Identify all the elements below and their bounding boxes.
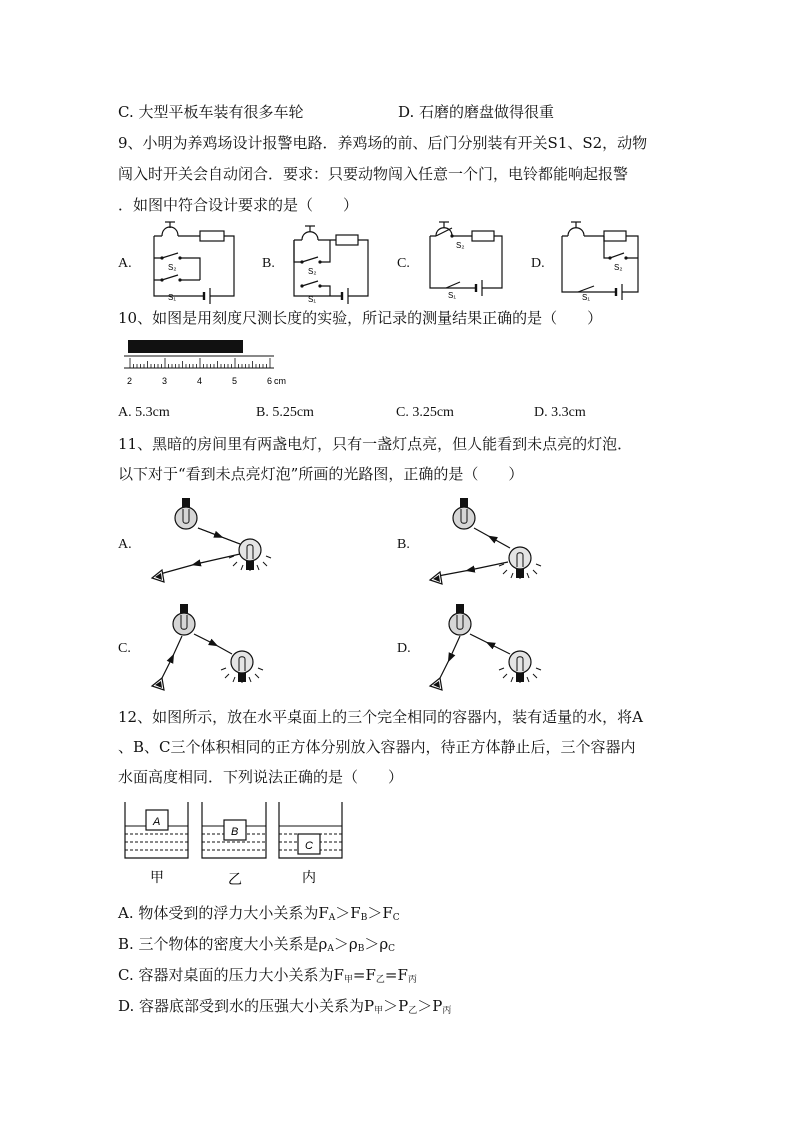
- eye-icon: [430, 572, 442, 584]
- q12-option-c: C. 容器对桌面的压力大小关系为$F_甲=F_乙=F_丙$: [118, 966, 417, 985]
- q12-stem-line3: 水面高度相同．下列说法正确的是（ ）: [118, 768, 404, 786]
- eye-icon: [152, 678, 164, 690]
- q9-option-d-label: D.: [531, 256, 545, 271]
- q10-tick-2: 2: [127, 376, 133, 386]
- q9-d-s2-label: S₂: [614, 263, 623, 272]
- q9-circuit-d-diagram: [560, 222, 642, 302]
- q10-tick-6: 6: [267, 376, 273, 386]
- unlit-bulb-icon: [449, 604, 471, 635]
- q9-circuit-a-diagram: [148, 222, 240, 302]
- q9-option-b-label: B.: [262, 256, 275, 271]
- q12-option-d: D. 容器底部受到水的压强大小关系为$P_甲>P_乙>P_丙$: [118, 997, 452, 1016]
- q8-option-d: D. 石磨的磨盘做得很重: [398, 103, 555, 121]
- q9-stem-line2: 闯入时开关会自动闭合．要求：只要动物闯入任意一个门，电铃都能响起报警: [118, 165, 629, 183]
- q11-option-a-diagram: [146, 496, 276, 586]
- q10-stem: 10、如图是用刻度尺测长度的实验，所记录的测量结果正确的是（ ）: [118, 309, 603, 327]
- container-yi-label: 乙: [228, 871, 242, 887]
- unlit-bulb-icon: [453, 498, 475, 529]
- q9-c-s2-label: S₂: [456, 241, 465, 250]
- q10-option-b: B. 5.25cm: [256, 405, 314, 420]
- q10-ruler-diagram: [124, 340, 294, 386]
- q9-d-s1-label: S₁: [582, 293, 591, 302]
- q9-circuit-c-diagram: [428, 222, 506, 300]
- q8-option-c: C. 大型平板车装有很多车轮: [118, 103, 304, 121]
- q10-measured-object: [128, 340, 243, 353]
- q11-option-c-diagram: [146, 602, 276, 692]
- cube-a-label: A: [153, 816, 161, 828]
- q12-option-b: B. 三个物体的密度大小关系是$\rho_A>\rho_B>\rho_C$: [118, 935, 396, 954]
- eye-icon: [152, 570, 164, 582]
- q11-option-c-label: C.: [118, 641, 131, 656]
- q9-option-c-label: C.: [397, 256, 410, 271]
- q12-stem-line2: 、B、C三个体积相同的正方体分别放入容器内，待正方体静止后，三个容器内: [118, 738, 636, 756]
- q10-tick-4: 4: [197, 376, 203, 386]
- q11-option-d-label: D.: [397, 641, 411, 656]
- q9-c-s1-label: S₁: [448, 291, 457, 300]
- q9-stem-line1: 9、小明为养鸡场设计报警电路．养鸡场的前、后门分别装有开关S1、S2，动物: [118, 134, 648, 152]
- q11-stem-line2: 以下对于“看到未点亮灯泡”所画的光路图，正确的是（ ）: [118, 465, 524, 483]
- q11-option-b-label: B.: [397, 537, 410, 552]
- q11-option-b-diagram: [424, 496, 554, 586]
- lit-bulb-icon: [221, 651, 263, 683]
- q10-tick-3: 3: [162, 376, 168, 386]
- q9-circuit-b-diagram: [290, 226, 372, 302]
- q12-containers-diagram: [122, 802, 348, 887]
- lit-bulb-icon: [499, 651, 541, 683]
- q10-option-d: D. 3.3cm: [534, 405, 586, 420]
- cube-c-label: C: [305, 840, 313, 852]
- q10-option-a: A. 5.3cm: [118, 405, 170, 420]
- q10-option-c: C. 3.25cm: [396, 405, 454, 420]
- eye-icon: [430, 678, 442, 690]
- q10-tick-5: 5: [232, 376, 238, 386]
- q11-option-d-diagram: [424, 602, 554, 692]
- q11-stem-line1: 11、黑暗的房间里有两盏电灯，只有一盏灯点亮，但人能看到未点亮的灯泡．: [118, 435, 633, 453]
- unlit-bulb-icon: [173, 604, 195, 635]
- q9-stem-line3: ．如图中符合设计要求的是（ ）: [118, 196, 359, 214]
- q12-option-a: A. 物体受到的浮力大小关系为$F_A>F_B>F_C$: [118, 904, 400, 923]
- container-bing-label: 内: [302, 869, 316, 885]
- cube-b-label: B: [231, 826, 239, 838]
- q9-a-s2-label: S₂: [168, 263, 177, 272]
- q12-stem-line1: 12、如图所示，放在水平桌面上的三个完全相同的容器内，装有适量的水，将A: [118, 708, 643, 726]
- unlit-bulb-icon: [175, 498, 197, 529]
- q9-b-s2-label: S₂: [308, 267, 317, 276]
- q9-b-s1-label: S₁: [308, 295, 317, 304]
- container-jia-label: 甲: [150, 869, 164, 885]
- q9-a-s1-label: S₁: [168, 293, 177, 302]
- q11-option-a-label: A.: [118, 537, 132, 552]
- q9-option-a-label: A.: [118, 256, 132, 271]
- q10-unit: cm: [274, 376, 286, 386]
